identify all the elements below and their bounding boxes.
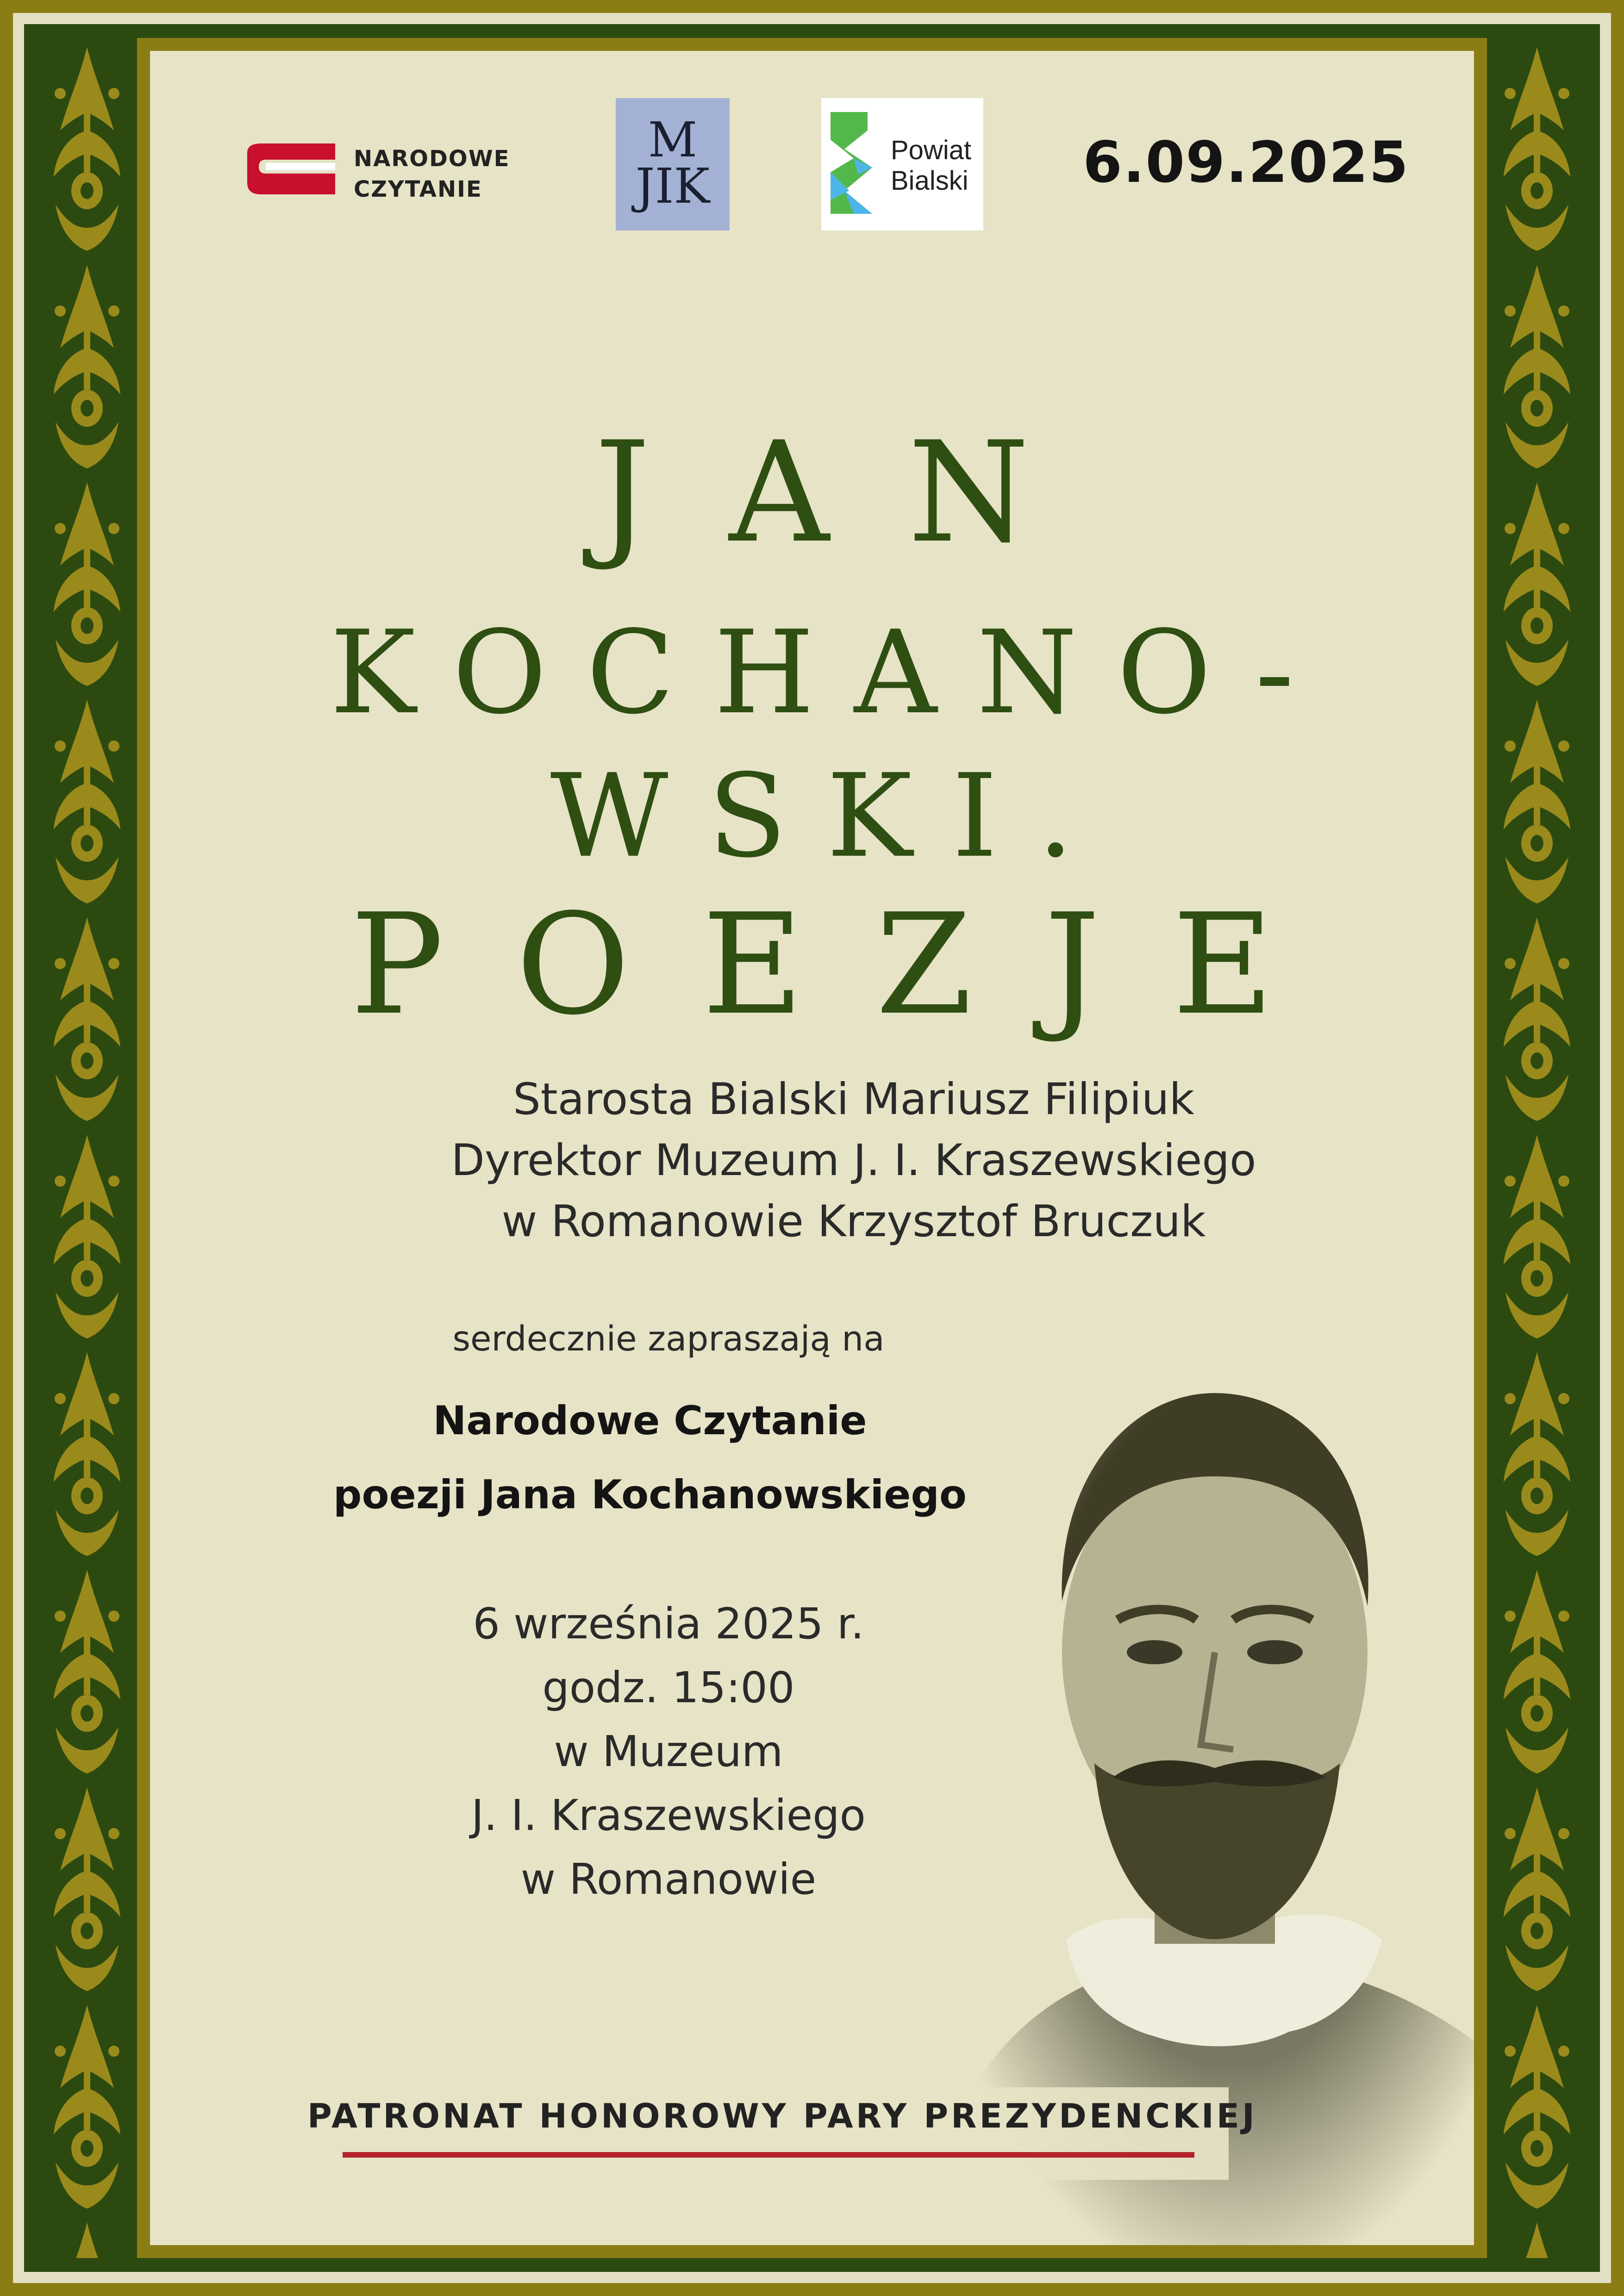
- powiat-bialski-emblem-icon: [821, 98, 891, 230]
- event-time: godz. 15:00: [542, 1663, 795, 1712]
- mjik-monogram-m: M: [648, 112, 698, 168]
- powiat-bialski-line2: Bialski: [891, 166, 968, 196]
- invitation-text: serdecznie zapraszają na: [452, 1319, 885, 1359]
- event-name-line-2: poezji Jana Kochanowskiego: [333, 1472, 967, 1518]
- mjik-monogram-jik: JIK: [635, 158, 710, 214]
- patronage-text: PATRONAT HONOROWY PARY PREZYDENCKIEJ: [307, 2097, 1257, 2135]
- book-icon: [243, 139, 344, 204]
- title-line-3: WSKI.: [550, 750, 1114, 883]
- narodowe-czytanie-line2: CZYTANIE: [354, 176, 482, 202]
- muzeum-jik-monogram: [616, 112, 730, 214]
- event-name-block: [206, 1384, 1094, 1532]
- organizer-line-2: Dyrektor Muzeum J. I. Kraszewskiego: [451, 1135, 1256, 1186]
- powiat-bialski-line1: Powiat: [891, 135, 972, 165]
- title-line-1: JAN: [594, 412, 1108, 573]
- event-place-line-2: J. I. Kraszewskiego: [471, 1791, 866, 1840]
- event-name-line-1: Narodowe Czytanie: [433, 1398, 867, 1444]
- folk-tulip-ornament-right: [1492, 38, 1582, 2258]
- poster-content: [150, 51, 1474, 2245]
- event-details-block: [372, 1592, 965, 1911]
- event-date: 6 września 2025 r.: [473, 1599, 864, 1649]
- powiat-bialski-logo-text: [891, 135, 983, 196]
- event-place-line-3: w Romanowie: [520, 1854, 817, 1904]
- left-ornament-border: [42, 38, 132, 2258]
- event-date-header: 6.09.2025: [1083, 130, 1409, 195]
- event-place-line-1: w Muzeum: [554, 1727, 783, 1776]
- title-line-2: KOCHANO-: [330, 606, 1334, 740]
- patronage-underline: [343, 2152, 1194, 2158]
- powiat-bialski-logo: [821, 98, 983, 230]
- organizer-line-1: Starosta Bialski Mariusz Filipiuk: [513, 1074, 1194, 1125]
- folk-tulip-ornament-left: [42, 38, 132, 2258]
- organizer-line-3: w Romanowie Krzysztof Bruczuk: [501, 1196, 1206, 1247]
- muzeum-jik-logo: [616, 98, 730, 230]
- narodowe-czytanie-line1: NARODOWE: [354, 146, 510, 172]
- narodowe-czytanie-logo-text: [354, 143, 548, 205]
- right-ornament-border: [1492, 38, 1582, 2258]
- title-line-4: POEZJE: [350, 884, 1346, 1045]
- narodowe-czytanie-logo: [243, 139, 557, 213]
- organizers-block: [409, 1069, 1298, 1252]
